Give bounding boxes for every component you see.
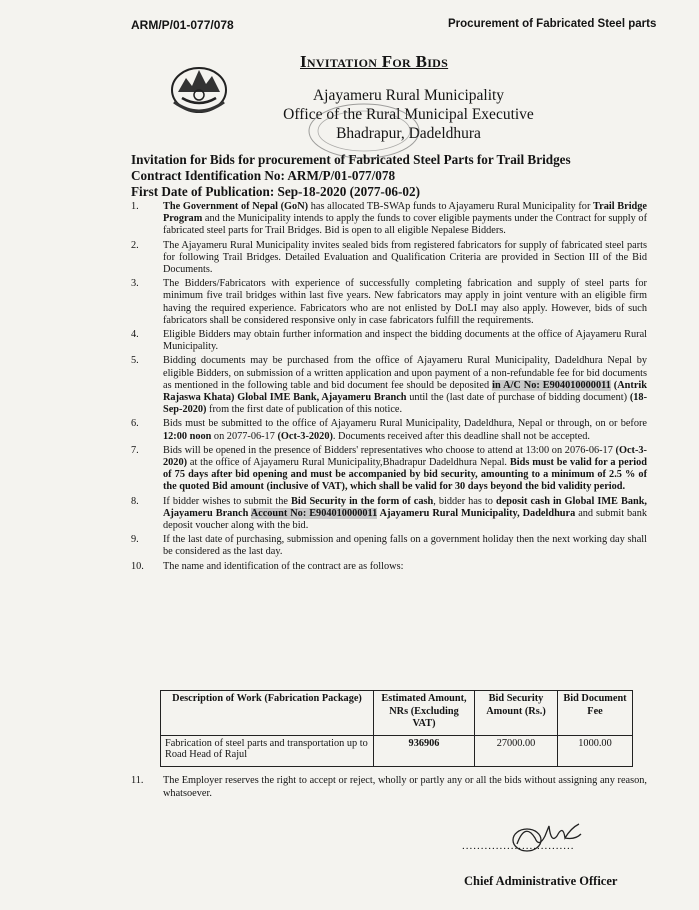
contract-id-heading: Contract Identification No: ARM/P/01-077/078 <box>131 168 396 183</box>
clause-item <box>131 445 647 494</box>
clause-text <box>163 561 647 573</box>
clause-text-segment: The Bidders/Fabricators with experience of successfully completing fabrication and supply of steel parts for minimum five trail bridges within last five years. New fabricators may apply in joint venture with an eligible firm having the required experience. Fabricators who are not enlisted by DoLI may also apply. However, bids of such fabricators shall be considered responsive only in case fabricators fulfill the requirements. <box>163 278 647 326</box>
clause-text-segment: The name and identification of the contract are as follows: <box>163 560 404 572</box>
clause-text <box>163 278 647 327</box>
clause-item <box>131 418 647 442</box>
clause-text <box>163 445 647 494</box>
clause-number: 5. <box>131 355 139 367</box>
office-location: Bhadrapur, Dadeldhura <box>336 125 481 142</box>
clause-text-segment: and submit bank deposit voucher along with the bid. <box>163 507 648 532</box>
clause-item <box>131 278 647 327</box>
clause-number: 6. <box>131 418 139 430</box>
clause-text <box>163 355 647 416</box>
signature-line: .............................. <box>462 840 575 852</box>
clause-text-segment: Trail Bridge Program <box>163 201 647 225</box>
clause-text-segment: 12:00 noon <box>163 430 212 442</box>
header-ref: ARM/P/01-077/078 <box>131 18 234 32</box>
cell-description: Fabrication of steel parts and transportation up to Road Head of Rajul <box>161 736 374 767</box>
clause-text-segment: . Documents received after this deadline shall not be accepted. <box>332 430 590 442</box>
col-estimated-amount: Estimated Amount, NRs (Excluding VAT) <box>374 691 475 736</box>
clause-text-segment: Bid Security in the form of cash <box>290 495 434 507</box>
clause-text-segment: Ajayameru Rural Municipality, Dadeldhura <box>377 507 576 519</box>
clause-text-segment: in A/C No: E904010000011 <box>492 379 611 391</box>
numbered-clauses <box>131 201 647 575</box>
clause-number: 2. <box>131 239 139 251</box>
clause-item <box>131 534 647 558</box>
col-description: Description of Work (Fabrication Package) <box>161 691 374 736</box>
clause-text-segment: (Oct-3-2020) <box>163 444 647 469</box>
clause-text-segment: Account No: E904010000011 <box>250 507 378 519</box>
clause-item <box>131 240 647 277</box>
clause-text <box>163 418 647 442</box>
invitation-heading: Invitation for Bids for procurement of Fabricated Steel Parts for Trail Bridges <box>131 152 571 167</box>
clause-text-segment: deposit cash in Global IME Bank, Ajayameru Branch <box>163 495 647 519</box>
table-row <box>161 736 633 767</box>
clause-number: 11. <box>131 775 144 786</box>
clause-text-segment: Eligible Bidders may obtain further information and inspect the bidding documents at the office of Ajayameru Rural Municipality. <box>163 329 647 353</box>
clause-text <box>163 329 647 353</box>
clause-text <box>163 496 647 533</box>
clause-text-segment: If the last date of purchasing, submission and opening falls on a government holiday then the next working day shall be considered as the last day. <box>163 534 647 558</box>
clause-text <box>163 240 647 277</box>
clause-item <box>131 355 647 416</box>
clause-text <box>163 201 647 238</box>
col-bid-security: Bid Security Amount (Rs.) <box>475 691 558 736</box>
clause-text-segment: (Oct-3-2020) <box>277 430 333 442</box>
clause-item <box>131 329 647 353</box>
clause-text-segment: Bids will be opened in the presence of Bidders' representatives who choose to attend at 13:00 on 2076-06-17 <box>163 444 616 456</box>
clause-text-segment: at the office of Ajayameru Rural Municipality,Bhadrapur Dadeldhura Nepal. <box>187 457 510 469</box>
clause-text-segment: If bidder wishes to submit the <box>163 495 291 507</box>
clause-item <box>131 496 647 533</box>
clause-text-segment: Bids must be valid for a period of 75 days after bid opening and must be accompanied by bid security, amounting to a minimum of 2.5 % of the quoted Bid amount (inclusive of VAT), which shall be valid for 30 days beyond the bid validity period. <box>163 457 648 493</box>
clause-text-segment: (Antrik Rajaswa Khata) Global IME Bank, Ajayameru Branch <box>163 379 647 404</box>
clause-text-segment: The Government of Nepal (GoN) <box>163 201 309 212</box>
clause-number: 9. <box>131 534 139 546</box>
cell-estimated-amount: 936906 <box>374 736 475 767</box>
cell-document-fee: 1000.00 <box>558 736 633 767</box>
clause-11 <box>131 775 647 800</box>
document-title: Invitation For Bids <box>300 52 449 71</box>
clause-text-segment: until the (last date of purchase of bidding document) <box>406 392 630 404</box>
clause-text-segment: The Ajayameru Rural Municipality invites sealed bids from registered fabricators for supply of fabricated steel parts for following Trail Bridges. Detailed Evaluation and Qualification Criteria are provided in Section III of the Bid Documents. <box>163 239 647 276</box>
clause-text-segment: from the first date of publication of this notice. <box>206 404 403 416</box>
clause-text-segment: has allocated TB-SWAp funds to Ajayameru Rural Municipality for <box>308 201 594 212</box>
clause-number: 1. <box>131 201 139 212</box>
clause-text-segment: and the Municipality intends to apply the funds to cover eligible payments under the Contract for supply of fabricated steel parts for Trail Bridges. Bid is open to all eligible Nepalese Bidders. <box>163 213 647 237</box>
clause-number: 10. <box>131 560 144 572</box>
clause-text-segment: (18-Sep-2020) <box>163 392 648 416</box>
publication-date-heading: First Date of Publication: Sep-18-2020 (2077-06-02) <box>131 184 420 199</box>
col-document-fee: Bid Document Fee <box>558 691 633 736</box>
clause-number: 3. <box>131 278 139 290</box>
clause-text-segment: Bids must be submitted to the office of Ajayameru Rural Municipality, Dadeldhura, Nepal or through, on or before <box>163 418 647 430</box>
contract-table <box>160 690 633 767</box>
clause-text-segment: , bidder has to <box>433 495 496 507</box>
clause-item <box>131 561 647 573</box>
header-title: Procurement of Fabricated Steel parts <box>448 18 657 30</box>
cell-bid-security: 27000.00 <box>475 736 558 767</box>
clause-text: The Employer reserves the right to accept or reject, wholly or partly any or all the bids without assigning any reason, whatsoever. <box>163 775 647 799</box>
clause-number: 4. <box>131 329 139 341</box>
clause-text-segment: Bidding documents may be purchased from the office of Ajayameru Rural Municipality, Dadeldhura Nepal by eligible Bidders, on submission of a written application and upon payment of a non-refundable fee for bid documents as mentioned in the following table and bid document fee should be deposited <box>163 355 647 391</box>
clause-number: 8. <box>131 495 139 507</box>
signatory-title: Chief Administrative Officer <box>464 874 618 888</box>
clause-item <box>131 201 647 238</box>
office-executive: Office of the Rural Municipal Executive <box>283 106 534 123</box>
clause-text <box>163 534 647 558</box>
office-name: Ajayameru Rural Municipality <box>312 87 505 104</box>
table-header-row <box>161 691 633 736</box>
clause-text-segment: on 2077-06-17 <box>211 430 278 442</box>
clause-number: 7. <box>131 444 139 456</box>
